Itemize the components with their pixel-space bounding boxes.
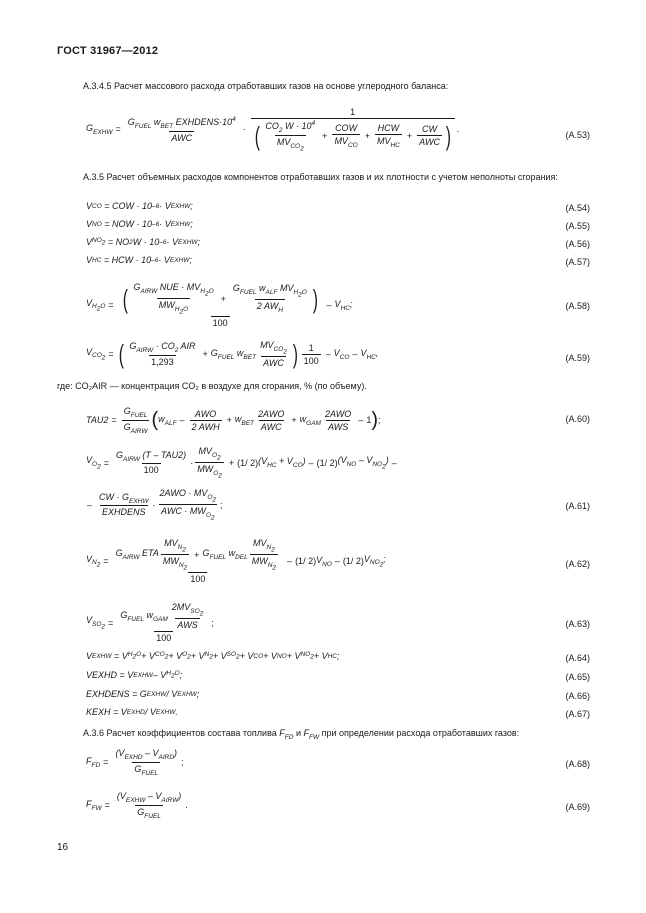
equation-a64: V EXHW = V $H_2O$ + V $CO_2$ + V $O_2$ + V $N_2$ + V $SO_2$ + V CO + V NO + V $NO_2$ + V HC ; (А.64) [86, 651, 590, 663]
equation-a69: $F_{FW}$ = $(V_{EXHW} - V_{AIRW})$ $G_{FUEL}$ . (А.69) [86, 791, 590, 820]
equation-a67: KEXH = V EXHD / V EXHW . (А.67) [86, 707, 590, 719]
equation-number-a61: (А.61) [565, 501, 590, 511]
equation-a54: V CO = COW · 10 –6 · V EXHW ; (А.54) [86, 201, 590, 213]
equation-number-a54: (А.54) [565, 203, 590, 213]
equation-a68: $F_{FD}$ = $(V_{EXHD} - V_{AIRD})$ $G_{FUEL}$ ; (А.68) [86, 748, 590, 777]
equation-a66: EXHDENS = G EXHW / V EXHW ; (А.66) [86, 689, 590, 701]
equation-number-a58: (А.58) [565, 301, 590, 311]
equation-number-a62: (А.62) [565, 559, 590, 569]
equation-a53: $G_{EXHW}$ = $G_{FUEL}$ $w_{BET}$ $EXHDENS\cdot 10^4$ AWC · 1 ( $CO_2$ $W \cdot 10^4$ $MV_{CO_2}$ + COW $MV_{CO}$ + HCW $MV_{HC}$ + CW AWC ) . (А.53) [86, 107, 590, 152]
equation-a57: V HC = HCW · 10 –6 · V EXHW ; (А.57) [86, 255, 590, 267]
equation-number-a64: (А.64) [565, 653, 590, 663]
equation-a58: $V_{H_2O}$ = ( $G_{AIRW}$ NUE · $MV_{H_2O}$ $MW_{H_2O}$ + $G_{FUEL}$ $w_{ALF}$ $MV_{H_2O}$ 2 $AW_H$ ) 100 – $V_{HC}$; (А.58) [86, 282, 590, 329]
equation-number-a69: (А.69) [565, 802, 590, 812]
paragraph-a36: А.3.6 Расчет коэффициентов состава топлива $F_{FD}$ и $F_{FW}$ при определении расхода отработавших газов: [83, 728, 520, 741]
equation-a56: V $NO_2$ = NO 2 W · 10 –6 · V EXHW ; (А.56) [86, 237, 590, 249]
equation-number-a59: (А.59) [565, 353, 590, 363]
document-header: ГОСТ 31967—2012 [57, 45, 159, 57]
equation-number-a65: (А.65) [565, 672, 590, 682]
equation-number-a53: (А.53) [565, 130, 590, 140]
equation-a60: TAU2 = $G_{FUEL}$ $G_{AIRW}$ ( $w_{ALF}$ – AWO 2 AWH + $w_{BET}$ 2AWO AWC + $w_{GAM}$ 2AWO AWS – 1 ) ; (А.60) [86, 406, 590, 435]
equation-number-a63: (А.63) [565, 619, 590, 629]
equation-number-a57: (А.57) [565, 257, 590, 267]
equation-number-a60: (А.60) [565, 414, 590, 424]
equation-number-a56: (А.56) [565, 239, 590, 249]
equation-a55: V NO = NOW · 10 –6 · V EXHW ; (А.55) [86, 219, 590, 231]
equation-number-a66: (А.66) [565, 691, 590, 701]
equation-a63: $V_{SO_2}$ = $G_{FUEL}$ $w_{GAM}$ $2MV_{SO_2}$ AWS 100 ; (А.63) [86, 602, 590, 644]
equation-number-a68: (А.68) [565, 759, 590, 769]
paragraph-where-co2air: где: CO₂AIR — концентрация CO₂ в воздухе для сгорания, % (по объему). [57, 381, 367, 391]
paragraph-a35: А.3.5 Расчет объемных расходов компонентов отработавших газов и их плотности с учетом неполноты сгорания: [83, 172, 558, 182]
equation-a59: $V_{CO_2}$ = ( $G_{AIRW} \cdot CO_2$ AIR 1,293 + $G_{FUEL}$ $w_{BET}$ $MV_{CO_2}$ AWC ) 1 100 – $V_{CO}$ – $V_{HC}$, (А.59) [86, 339, 590, 370]
equation-a61: $V_{O_2}$ = $G_{AIRW}$ (T – TAU2) 100 · $MV_{O_2}$ $MW_{O_2}$ + (1/ 2) $(V_{HC} + V_{CO})$ – (1/ 2) $(V_{NO} - V_{NO_2})$ – – CW · $G_{EXHW}$ EXHDENS · $2AWO \cdot MV_{O_2}$ AWC · $MW_{O_2}$ ; (А.61) [86, 446, 590, 522]
paragraph-a345: А.3.4.5 Расчет массового расхода отработавших газов на основе углеродного баланса: [83, 81, 449, 91]
page-number: 16 [57, 842, 69, 853]
equation-number-a55: (А.55) [565, 221, 590, 231]
equation-number-a67: (А.67) [565, 709, 590, 719]
equation-a62: $V_{N_2}$ = $G_{AIRW}$ ETA $MV_{N_2}$ $MW_{N_2}$ + $G_{FUEL}$ $w_{DEL}$ $MV_{N_2}$ $MW_{N_2}$ 100 – (1/ 2) $V_{NO}$ – (1/ 2) $V_{NO_2}$; (А.62) [86, 538, 590, 585]
equation-a65: VEXHD = V EXHW – V $H_2O$ ; (А.65) [86, 670, 590, 682]
